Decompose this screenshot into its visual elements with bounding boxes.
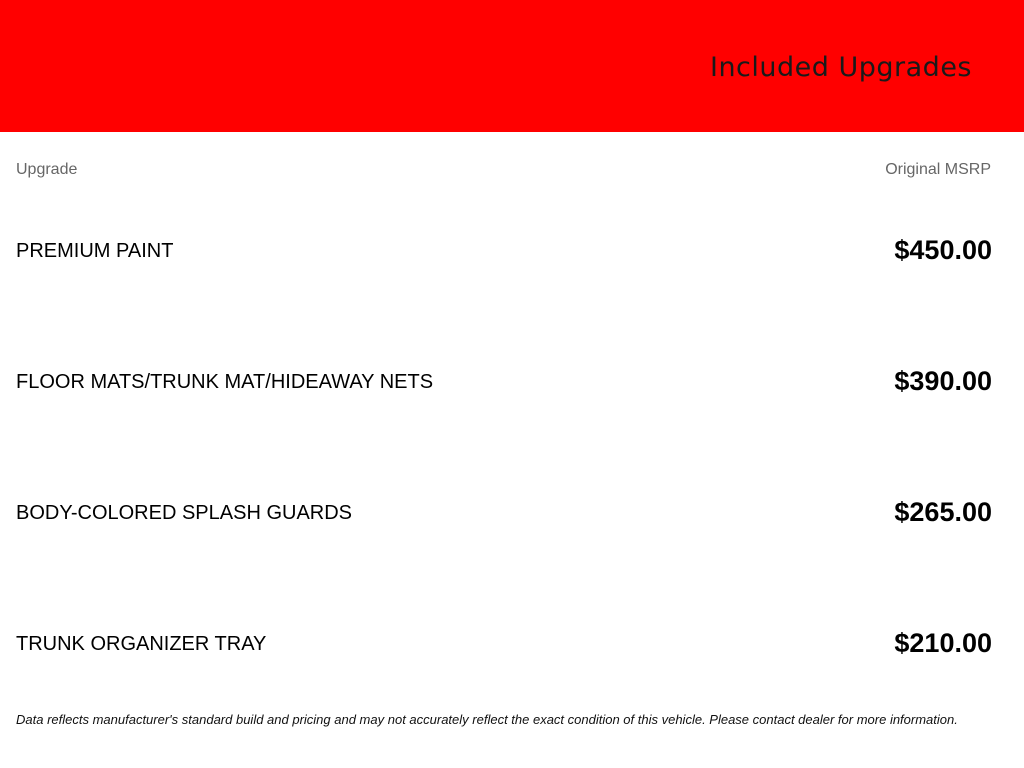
upgrade-name: TRUNK ORGANIZER TRAY xyxy=(16,633,267,655)
upgrade-row xyxy=(0,361,1024,401)
upgrade-name: FLOOR MATS/TRUNK MAT/HIDEAWAY NETS xyxy=(16,371,434,393)
upgrade-name: BODY-COLORED SPLASH GUARDS xyxy=(16,502,353,524)
upgrade-price: $450.00 xyxy=(894,235,992,265)
header-banner xyxy=(0,0,1024,132)
page-title: Included Upgrades xyxy=(709,52,972,83)
upgrade-row xyxy=(0,230,1024,270)
upgrade-price: $210.00 xyxy=(894,628,992,658)
upgrade-name: PREMIUM PAINT xyxy=(16,240,174,262)
upgrade-row xyxy=(0,623,1024,663)
upgrade-price: $265.00 xyxy=(894,497,992,527)
column-header-msrp: Original MSRP xyxy=(885,161,991,178)
upgrade-row xyxy=(0,492,1024,532)
column-header-upgrade: Upgrade xyxy=(16,161,78,178)
disclaimer-text: Data reflects manufacturer's standard build and pricing and may not accurately reflect the exact condition of this vehicle. Please contact dealer for more information. xyxy=(16,712,958,727)
upgrade-price: $390.00 xyxy=(894,366,992,396)
